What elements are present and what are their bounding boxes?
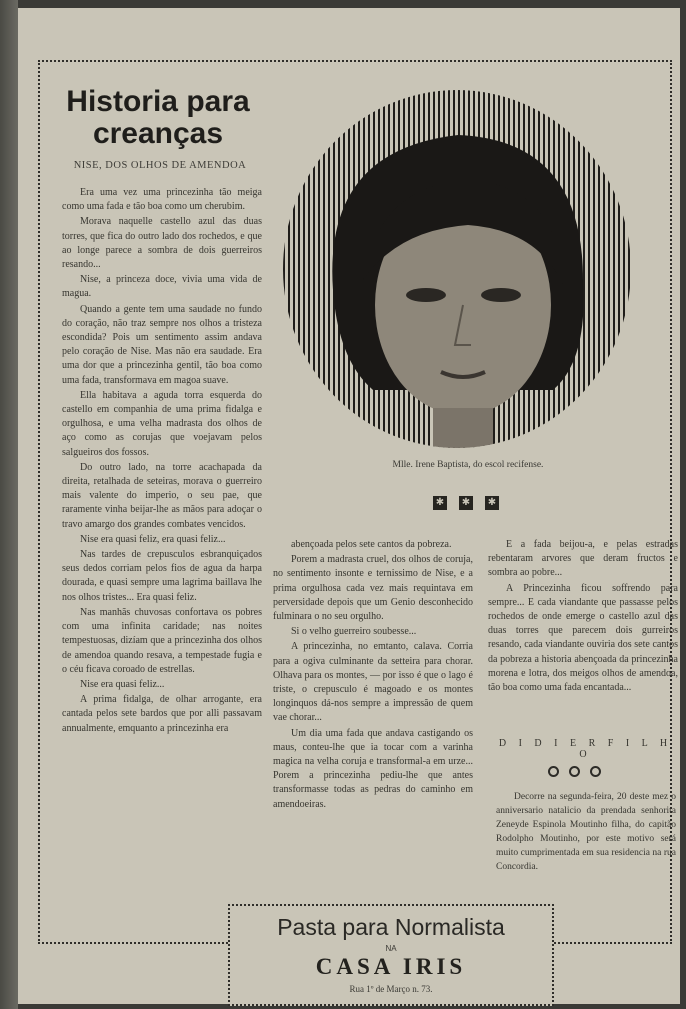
paragraph: abençoada pelos sete cantos da pobreza. bbox=[291, 539, 452, 550]
paragraph: Nise era quasi feliz, era quasi feliz... bbox=[80, 533, 226, 545]
article-column-3 bbox=[488, 538, 678, 696]
article-author: D I D I E R F I L H O bbox=[498, 738, 673, 760]
paragraph: Do outro lado, na torre acachapada da direita, retalhada de seteiras, morava o guerreiro mais valente do imperio, o seu pae, que raramente vinha beijar-lhe as mãos para adoçar o travo amargo dos grandes combates vencidos. bbox=[62, 461, 262, 530]
ornament-dots bbox=[548, 766, 601, 777]
paragraph: A princezinha, no emtanto, calava. Corria para a ogiva culminante da setteira para chorar. Olhava para os montes, — por isso é que o lago é triste, o crepusculo é magoado e os montes longinquos dá-nos sempre a impressão de quem vae chorar... bbox=[273, 641, 473, 724]
paragraph: Nas manhãs chuvosas confortava os pobres com uma infinita caridade; nas noites tempestuosas, dizíam que a princezinha dos olhos de amendoa quando resava, a tempestade fugia e o céu ficava coroado de estrellas. bbox=[62, 606, 262, 675]
portrait-figure bbox=[283, 90, 631, 448]
paragraph: Morava naquelle castello azul das duas torres, que fica do outro lado dos rochedos, e que ao longe parece a sombra de dois guerreiros resandо... bbox=[62, 216, 262, 271]
separator-mark: ✱ bbox=[485, 496, 499, 510]
advertisement-box bbox=[228, 904, 554, 1006]
separator-mark: ✱ bbox=[433, 496, 447, 510]
paragraph: Quando a gente tem uma saudade no fundo do coração, não traz sempre nos olhos a tristeza escondida? Pois um sentimento assim andava pelo coração de Nise. Mas não era saudade. Era uma dor que a princezinha gentil, tão boa como uma fada, transformava em magoa suave. bbox=[62, 303, 262, 386]
paragraph: Nise, a princeza doce, vivia uma vida de magua. bbox=[62, 274, 262, 300]
ad-headline: Pasta para Normalista bbox=[277, 914, 505, 940]
ornament-circle-icon bbox=[569, 766, 580, 777]
paragraph: Nise era quasi feliz... bbox=[80, 678, 165, 690]
photo-caption: Mlle. Irene Baptista, do escol recifense. bbox=[392, 460, 544, 470]
section-separator bbox=[433, 496, 499, 510]
article-column-2 bbox=[273, 538, 473, 813]
paragraph: Si o velho guerreiro soubesse... bbox=[291, 626, 417, 638]
ad-brand: CASA IRIS bbox=[315, 954, 467, 979]
ornament-circle-icon bbox=[548, 766, 559, 777]
paragraph: A Princezinha ficou soffrendo para sempre... E cada viandante que passasse pelos rochedos de onde emerge o castello azul das duas torres que parecem dois gurreiros resando, cada viandante ouviria dos sete cantos da pobreza a historia abençoada da princezinha morena e lotra, dos meigos olhos de amendoa, tão boa como uma fada encantada... bbox=[488, 582, 678, 694]
paragraph: Ella habitava a aguda torra esquerda do castello em companhia de uma prima fidalga e orgulhosa, e uma velha madrasta dos olhos de aço como as corujas que voejavam pelos salgueiros dos fossos. bbox=[62, 389, 262, 458]
article-title: Historia para creanças bbox=[66, 85, 250, 150]
separator-mark: ✱ bbox=[459, 496, 473, 510]
paragraph: Nas tardes de crepusculos esbranquiçados seus dedos corriam pelos fios de agua da harpa dourada, e quasi sempre uma lagrima baillava lhe nos olhos tristes... Era quasi feliz. bbox=[62, 549, 262, 603]
magazine-page bbox=[18, 8, 680, 1004]
portrait-photo bbox=[283, 90, 631, 448]
paragraph: E a fada beijou-a, e pelas estradas rebentaram arvores que deram fructos e sombra ao pobre... bbox=[488, 539, 678, 579]
article-subtitle: NISE, DOS OLHOS DE AMENDOA bbox=[73, 160, 247, 171]
paragraph: A prima fidalga, de olhar arrogante, era cantada pelos sete bardos que por alli passavam annualmente, emquanto a princezinha era bbox=[62, 694, 262, 734]
article-column-1 bbox=[62, 186, 262, 737]
ornament-circle-icon bbox=[590, 766, 601, 777]
paragraph: Um dia uma fada que andava castigando os maus, conteu-lhe que ia tocar com a varinha magica na velha coruja e transformal-a em urze... Porem a princezinha pediu-lhe que antes transformasse todas as pedras do caminho em amendoeiras. bbox=[273, 727, 473, 810]
birthday-note-text: Decorre na segunda-feira, 20 deste mez o anniversario natalicio da prendada senhorita Zeneyde Espinola Moutinho filha, do capitão Rodolpho Moutinho, por este motivo será muito cumprimentada em sua residencia na rua Concordia. bbox=[496, 792, 676, 872]
ad-address: Rua 1º de Março n. 73. bbox=[349, 984, 433, 994]
page-binding-edge bbox=[0, 0, 18, 1009]
ad-connector: NA bbox=[385, 944, 397, 953]
paragraph: Era uma vez uma princezinha tão meiga como uma fada e tão boa como um cherubim. bbox=[62, 187, 262, 213]
birthday-note bbox=[496, 790, 676, 874]
paragraph: Porem a madrasta cruel, dos olhos de coruja, no sentimento insonte e ternissimo de Nise, e a prima orgulhosa cada vez mais requintava em perversidade depois que um Genio desconhecido fulminara o no seu orgulho. bbox=[273, 554, 473, 623]
